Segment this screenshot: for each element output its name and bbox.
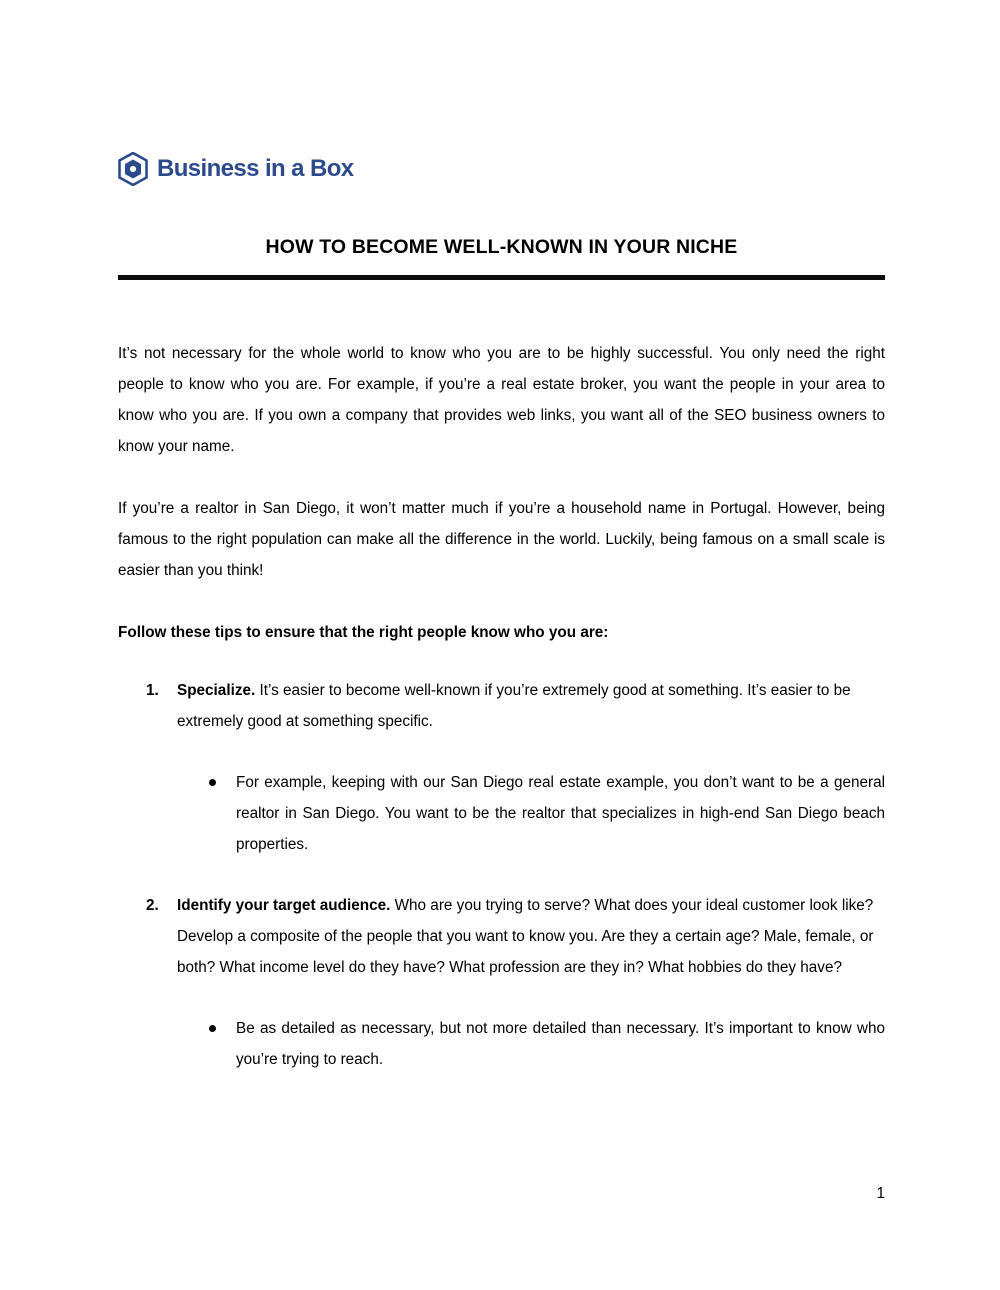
list-item <box>118 675 885 860</box>
hexagon-logo-icon <box>118 152 148 186</box>
paragraph-lead-in: Follow these tips to ensure that the right people know who you are: <box>118 624 609 641</box>
page-number: 1 <box>876 1185 885 1202</box>
bullet-icon <box>209 779 216 786</box>
list-item-body: Who are you trying to serve? What does your ideal customer look like? Develop a composite of the people that you want to know you. Are they a certain age? Male, female, or both? What income level do they have? What profession are they in? What hobbies do they have? <box>177 897 874 976</box>
document-body <box>118 338 885 1075</box>
list-item-number: 1. <box>146 682 159 699</box>
page-title: HOW TO BECOME WELL-KNOWN IN YOUR NICHE <box>265 236 738 258</box>
brand-name: Business in a Box <box>157 155 354 182</box>
list-item <box>177 767 885 860</box>
tips-list <box>118 675 885 1075</box>
list-item-text <box>177 682 851 730</box>
brand-logo <box>118 152 354 186</box>
bullet-item-text: For example, keeping with our San Diego real estate example, you don’t want to be a general realtor in San Diego. You want to be the realtor that specializes in high-end San Diego beach properties. <box>236 774 885 853</box>
paragraph-intro-1: It’s not necessary for the whole world to know who you are to be highly successful. You only need the right people to know who you are. For example, if you’re a real estate broker, you want the people in your area to know who you are. If you own a company that provides web links, you want all of the SEO business owners to know your name. <box>118 345 885 455</box>
sub-bullet-list <box>177 1013 885 1075</box>
sub-bullet-list <box>177 767 885 860</box>
bullet-icon <box>209 1025 216 1032</box>
list-item <box>177 1013 885 1075</box>
list-item-number: 2. <box>146 897 159 914</box>
title-divider <box>118 275 885 280</box>
list-item-heading: Specialize. <box>177 682 256 699</box>
list-item-heading: Identify your target audience. <box>177 897 391 914</box>
bullet-item-text: Be as detailed as necessary, but not more detailed than necessary. It’s important to know who you’re trying to reach. <box>236 1020 885 1068</box>
list-item-body: It’s easier to become well-known if you’re extremely good at something. It’s easier to be extremely good at something specific. <box>177 682 851 730</box>
paragraph-intro-2: If you’re a realtor in San Diego, it won’t matter much if you’re a household name in Portugal. However, being famous to the right population can make all the difference in the world. Luckily, being famous on a small scale is easier than you think! <box>118 500 885 579</box>
list-item-text <box>177 897 873 976</box>
list-item <box>118 890 885 1075</box>
